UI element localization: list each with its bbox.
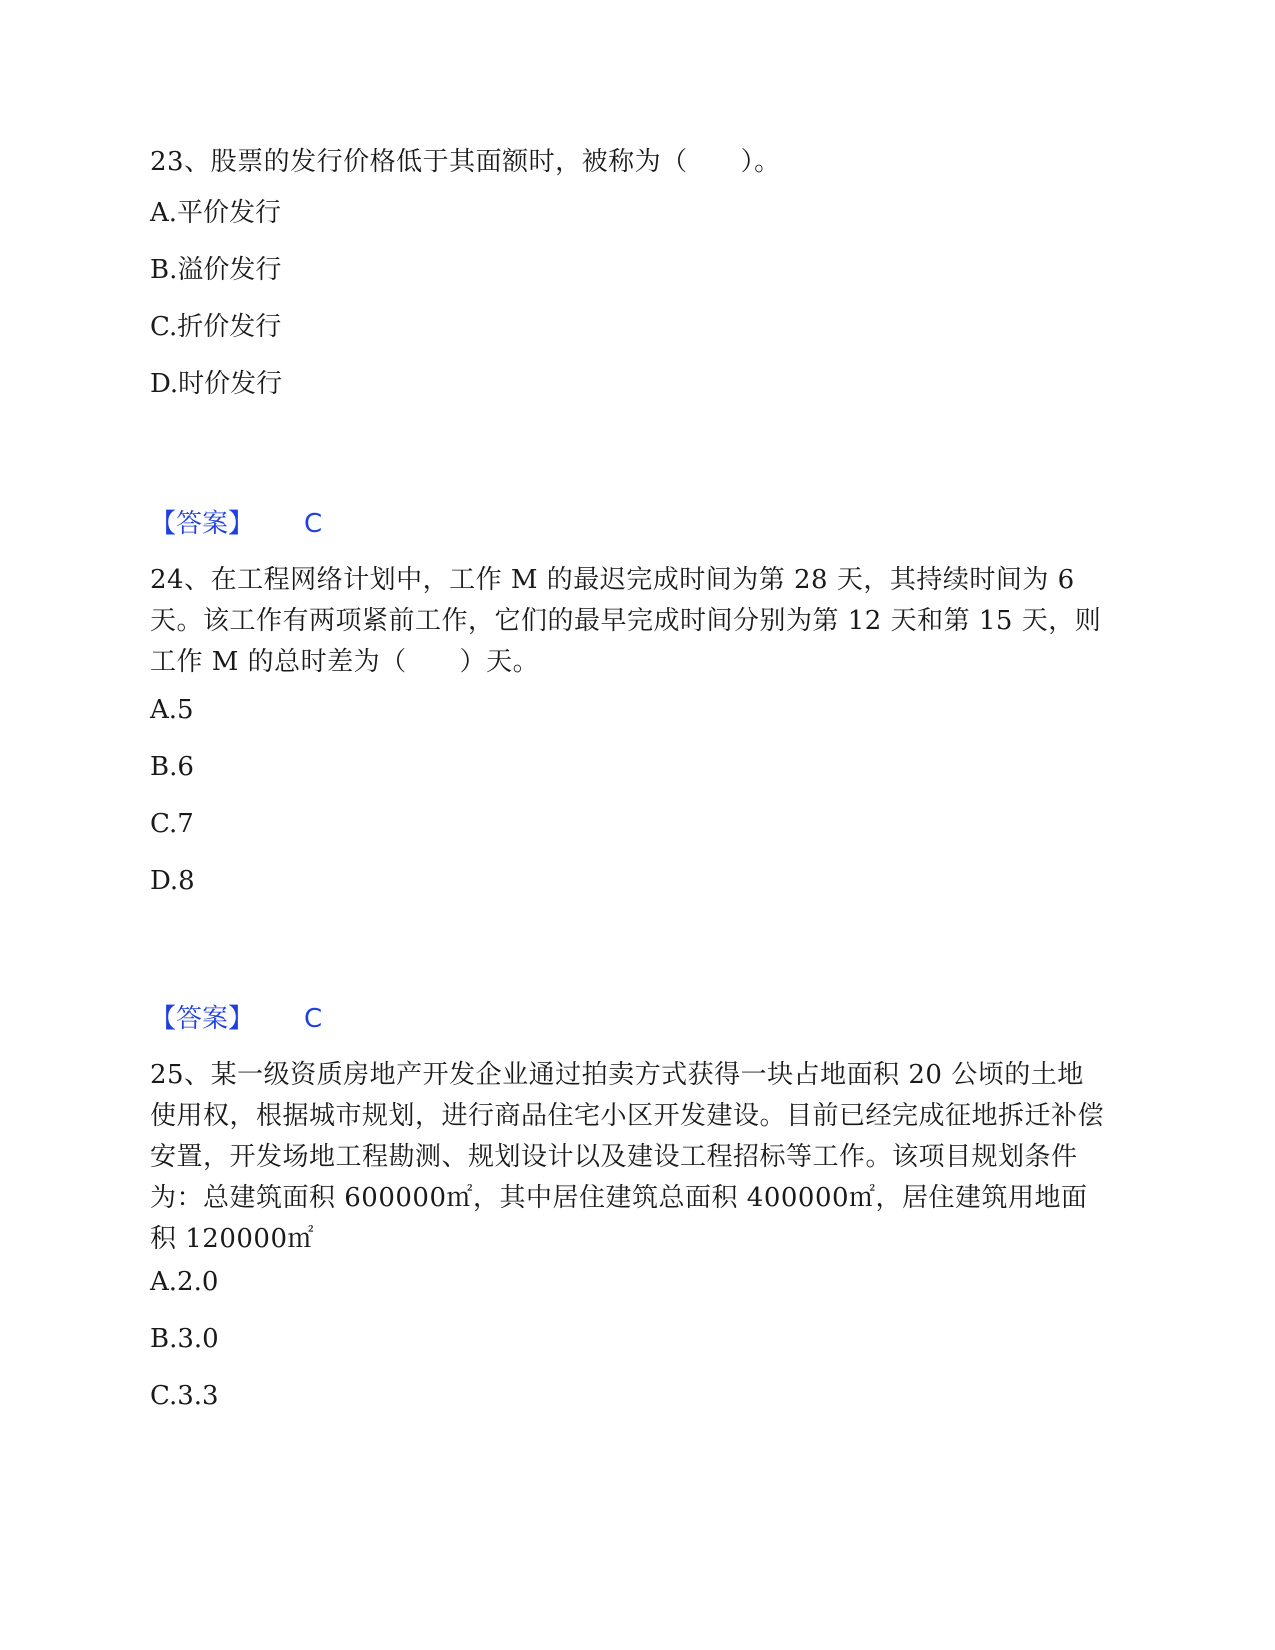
question-stem: 23、股票的发行价格低于其面额时，被称为（ ）。 bbox=[150, 147, 781, 177]
answer-24 bbox=[150, 1004, 322, 1034]
question-25 bbox=[150, 1055, 1110, 1438]
question-stem: 25、某一级资质房地产开发企业通过拍卖方式获得一块占地面积 20 公顷的土地使用权，根据城市规划，进行商品住宅小区开发建设。目前已经完成征地拆迁补偿安置，开发场地工程勘测、规划设计以及建设工程招标等工作。该项目规划条件为：总建筑面积 600000㎡，其中居住建筑总面积 400000㎡，居住建筑用地面积 120000㎡ bbox=[150, 1060, 1105, 1254]
question-24 bbox=[150, 560, 1110, 923]
answer-value: C bbox=[304, 1004, 323, 1034]
question-stem: 24、在工程网络计划中，工作 M 的最迟完成时间为第 28 天，其持续时间为 6 天。该工作有两项紧前工作，它们的最早完成时间分别为第 12 天和第 15 天，则工作 M 的总时差为（ ）天。 bbox=[150, 565, 1102, 677]
option-b: B.溢价发行 bbox=[150, 255, 282, 285]
option-b: B.3.0 bbox=[150, 1324, 219, 1354]
answer-23 bbox=[150, 509, 322, 539]
question-23 bbox=[150, 142, 1110, 426]
option-a: A.5 bbox=[150, 695, 194, 725]
option-d: D.8 bbox=[150, 866, 195, 896]
option-a: A.2.0 bbox=[150, 1267, 219, 1297]
answer-value: C bbox=[304, 509, 323, 539]
option-a: A.平价发行 bbox=[150, 198, 282, 228]
option-c: C.7 bbox=[150, 809, 194, 839]
option-c: C.3.3 bbox=[150, 1381, 219, 1411]
answer-label: 【答案】 bbox=[150, 509, 255, 539]
option-d: D.时价发行 bbox=[150, 369, 283, 399]
option-c: C.折价发行 bbox=[150, 312, 282, 342]
answer-label: 【答案】 bbox=[150, 1004, 255, 1034]
option-b: B.6 bbox=[150, 752, 194, 782]
